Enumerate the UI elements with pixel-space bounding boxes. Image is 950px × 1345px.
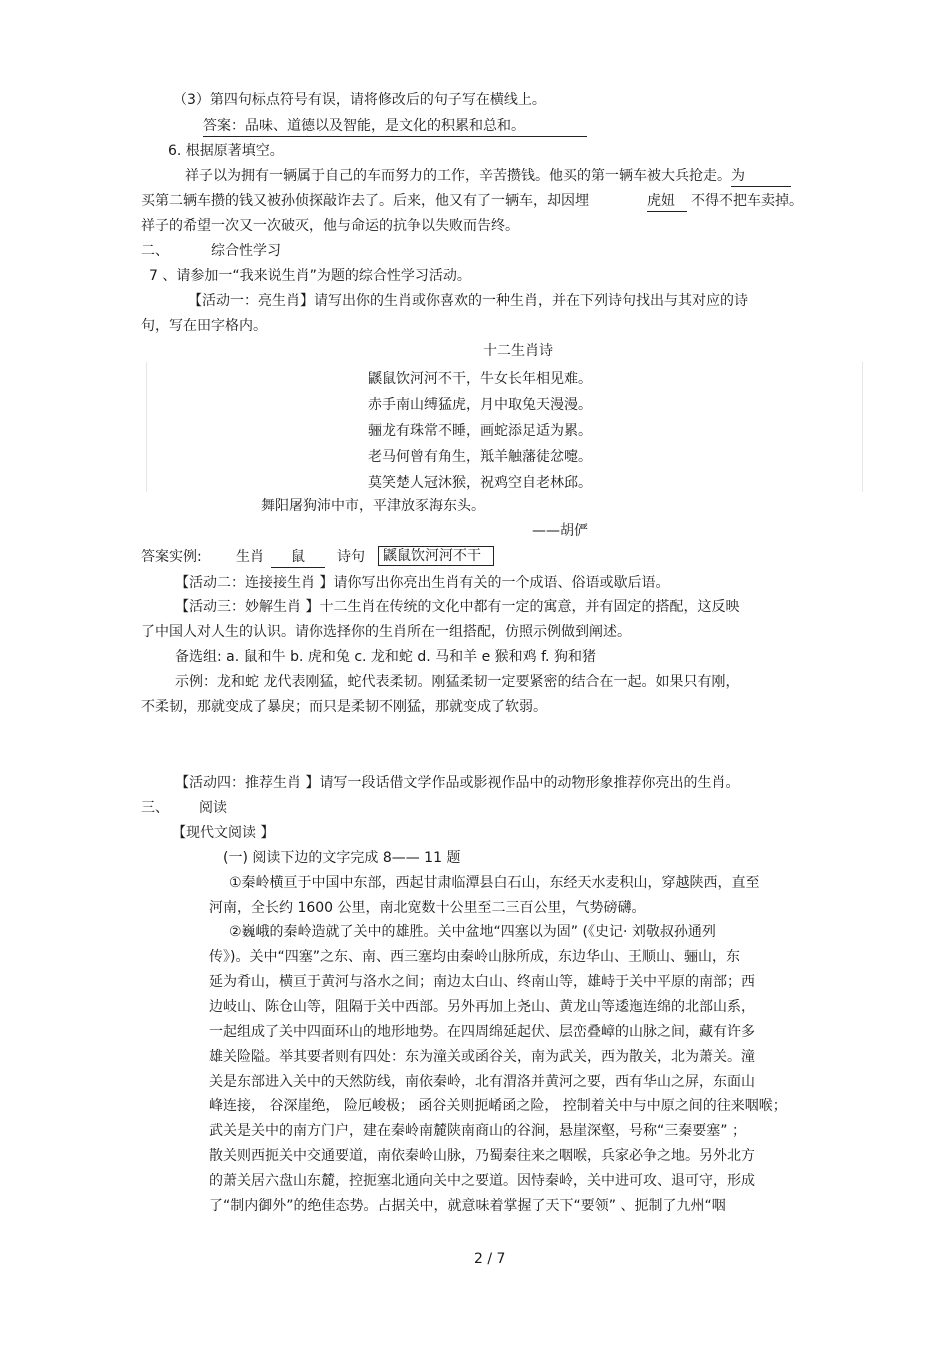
poem-line-3: 骊龙有珠常不睡，画蛇添足适为累。	[368, 423, 592, 439]
passage-line-11: 武关是关中的南方门户，建在秦岭南麓陕南商山的谷涧，悬崖深壑，号称“三秦要塞” ；	[209, 1123, 746, 1139]
section3-title: 阅读	[199, 800, 227, 816]
example-poem-value	[378, 546, 494, 566]
activity2: 【活动二：连接接生肖 】请你写出你亮出生肖有关的一个成语、俗语或歇后语。	[175, 575, 670, 591]
q5-3-answer-text: 答案：品味、道德以及智能，是文化的积累和总和。	[203, 116, 587, 137]
passage-line-4: 传》)。关中“四塞”之东、南、西三塞均由秦岭山脉所成，东边华山、王顺山、骊山，东	[209, 949, 740, 965]
section2-heading	[141, 241, 281, 261]
page-number: 2 / 7	[474, 1251, 506, 1267]
passage-line-5: 延为肴山，横亘于黄河与洛水之间；南边太白山、终南山等，雄峙于关中平原的南部；西	[209, 974, 755, 990]
passage-line-8: 雄关险隘。举其要者则有四处：东为潼关或函谷关，南为武关，西为散关，北为萧关。潼	[209, 1049, 755, 1065]
example-poem-label: 诗句	[337, 549, 365, 565]
activity3-example-line2: 不柔韧，那就变成了暴戾；而只是柔韧不刚猛，那就变成了软弱。	[141, 699, 547, 715]
q7-title: 7 、请参加一“我来说生肖”为题的综合性学习活动。	[149, 268, 471, 284]
example-poem-box: 鼷鼠饮河河不干	[378, 546, 494, 566]
q6-line3: 祥子的希望一次又一次破灭，他与命运的抗争以失败而告终。	[141, 218, 519, 234]
q6-line2	[141, 191, 803, 212]
activity3-example-line1: 示例：龙和蛇 龙代表刚猛，蛇代表柔韧。刚猛柔韧一定要紧密的结合在一起。如果只有刚，	[175, 674, 740, 690]
q5-3-answer	[203, 116, 587, 137]
activity3-line1: 【活动三：妙解生肖 】十二生肖在传统的文化中都有一定的寓意，并有固定的搭配，这反映	[175, 599, 740, 615]
poem-frame-right	[862, 362, 863, 492]
poem-line-2: 赤手南山缚猛虎，月中取兔天漫漫。	[368, 397, 592, 413]
q6-line1-text: 祥子以为拥有一辆属于自己的车而努力的工作，辛苦攒钱。他买的第一辆车被大兵抢走。	[185, 168, 731, 184]
example-zodiac-label: 生肖	[236, 549, 264, 565]
example-label: 答案实例:	[141, 549, 202, 565]
q7-activity1-line2: 句，写在田字格内。	[141, 318, 267, 334]
passage-line-3: ②巍峨的秦岭造就了关中的雄胜。关中盆地“四塞以为固” (《史记· 刘敬叔孙通列	[229, 924, 716, 940]
example-zodiac-blank: 鼠	[271, 547, 325, 568]
activity3-options: 备选组: a. 鼠和牛 b. 虎和兔 c. 龙和蛇 d. 马和羊 e 猴和鸡 f. 狗和猪	[175, 649, 596, 665]
poem-title: 十二生肖诗	[483, 343, 553, 359]
passage-intro: (一) 阅读下边的文字完成 8—— 11 题	[223, 850, 461, 866]
q6-line1-blank: 为	[731, 166, 791, 187]
passage-line-12: 散关则西扼关中交通要道，南依秦岭山脉，乃蜀秦往来之咽喉，兵家必争之地。另外北方	[209, 1148, 755, 1164]
q6-line2-tail: 不得不把车卖掉。	[691, 193, 803, 209]
passage-line-7: 一起组成了关中四面环山的地形地势。在四周绵延起伏、层峦叠嶂的山脉之间，藏有许多	[209, 1024, 755, 1040]
q6-line2-blank: 虎妞	[647, 191, 687, 212]
passage-line-9: 关是东部进入关中的天然防线，南依秦岭，北有渭洛并黄河之要，西有华山之屏，东面山	[209, 1074, 755, 1090]
poem-line-5: 莫笑楚人冠沐猴，祝鸡空自老林邱。	[368, 475, 592, 491]
passage-line-13: 的萧关居六盘山东麓，控扼塞北通向关中之要道。因恃秦岭，关中进可攻、退可守，形成	[209, 1173, 755, 1189]
section3-num: 三、	[141, 800, 169, 816]
section2-num: 二、	[141, 243, 169, 259]
section2-title: 综合性学习	[211, 243, 281, 259]
poem-line-6: 舞阳屠狗沛中市，平津放豕海东头。	[261, 498, 485, 514]
poem-line-4: 老马何曾有角生，羝羊触藩徒忿嚏。	[368, 449, 592, 465]
activity3-line2: 了中国人对人生的认识。请你选择你的生肖所在一组搭配，仿照示例做到阐述。	[141, 624, 631, 640]
passage-line-2: 河南，全长约 1600 公里，南北宽数十公里至二三百公里，气势磅礴。	[209, 900, 646, 916]
poem-line-1: 鼷鼠饮河河不干，牛女长年相见难。	[368, 371, 592, 387]
passage-line-10: 峰连接， 谷深崖绝， 险厄峻极； 函谷关则扼崤函之险， 控制着关中与中原之间的往来咽喉；	[209, 1098, 787, 1114]
activity4: 【活动四：推荐生肖 】请写一段话借文学作品或影视作品中的动物形象推荐你亮出的生肖。	[175, 775, 740, 791]
q6-line1	[185, 166, 791, 187]
q6-title: 6. 根据原著填空。	[168, 143, 284, 159]
example-zodiac-value	[271, 547, 325, 568]
section3-heading	[141, 798, 227, 818]
passage-line-14: 了“制内御外”的绝佳态势。占据关中，就意味着掌握了天下“要领” 、扼制了九州“咽	[209, 1198, 726, 1214]
q6-line2-text: 买第二辆车攒的钱又被孙侦探敲诈去了。后来，他又有了一辆车，却因埋	[141, 193, 589, 209]
poem-frame-left	[146, 362, 147, 492]
q7-activity1-line1: 【活动一：亮生肖】请写出你的生肖或你喜欢的一种生肖，并在下列诗句找出与其对应的诗	[188, 293, 748, 309]
passage-line-1: ①秦岭横亘于中国中东部，西起甘肃临潭县白石山，东经天水麦积山，穿越陕西，直至	[229, 875, 760, 891]
poem-author: ——胡俨	[532, 523, 588, 539]
passage-line-6: 边岐山、陈仓山等，阻隔于关中西部。另外再加上尧山、黄龙山等逶迤连绵的北部山系，	[209, 999, 755, 1015]
modern-reading-label: 【现代文阅读 】	[172, 825, 275, 841]
q5-3-prompt: （3）第四句标点符号有误，请将修改后的句子写在横线上。	[173, 92, 546, 108]
